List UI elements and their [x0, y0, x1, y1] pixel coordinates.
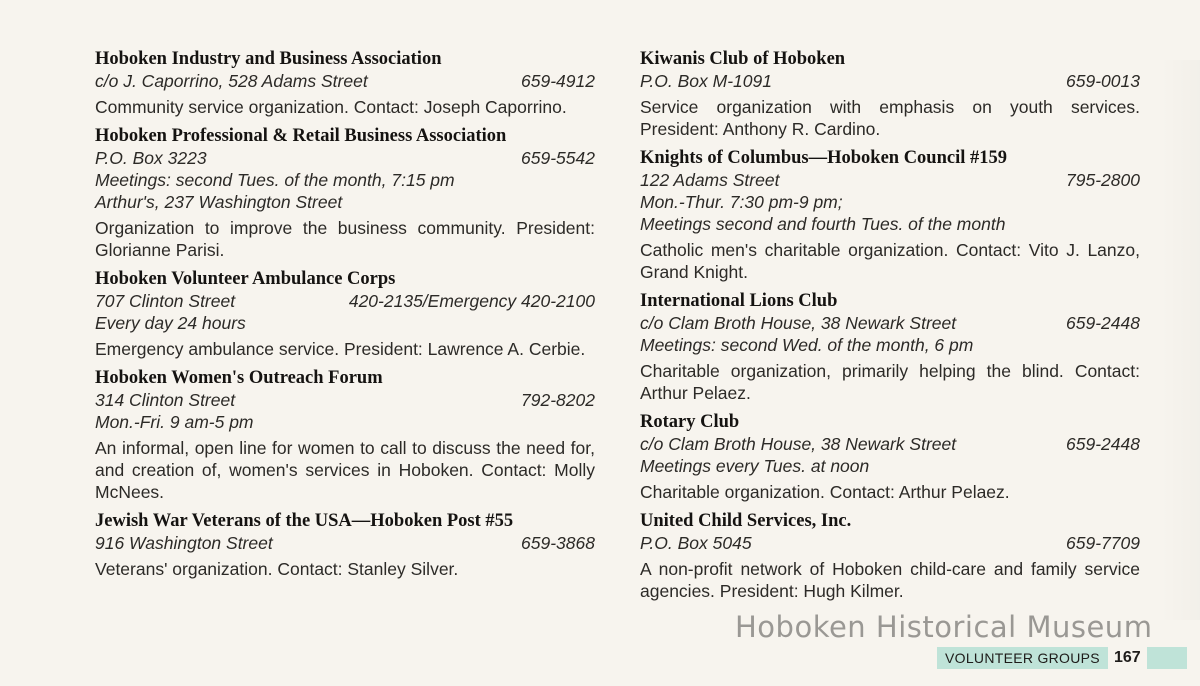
org-phone: 659-2448 — [1066, 434, 1140, 454]
org-meeting-info: Arthur's, 237 Washington Street — [95, 192, 343, 212]
museum-watermark: Hoboken Historical Museum — [735, 610, 1153, 644]
org-name: Hoboken Professional & Retail Business Association — [95, 126, 507, 146]
org-description: Community service organization. Contact: Joseph Caporrino. — [95, 97, 567, 117]
org-address: P.O. Box M-1091 — [640, 71, 772, 91]
org-name: Hoboken Industry and Business Association — [95, 49, 442, 69]
address-row — [640, 532, 1140, 554]
org-description: Emergency ambulance service. President: Lawrence A. Cerbie. — [95, 339, 586, 359]
org-address: 707 Clinton Street — [95, 291, 236, 311]
org-address: 916 Washington Street — [95, 533, 273, 553]
org-description: Charitable organization, primarily helping the blind. Contact: Arthur Pelaez. — [640, 361, 1140, 403]
org-phone: 659-2448 — [1066, 313, 1140, 333]
org-name: Hoboken Women's Outreach Forum — [95, 368, 383, 388]
address-row — [640, 169, 1140, 191]
org-name: International Lions Club — [640, 291, 838, 311]
org-phone: 795-2800 — [1066, 170, 1140, 190]
page-bleed-shadow — [1160, 60, 1200, 620]
org-name: Rotary Club — [640, 412, 740, 432]
org-address: P.O. Box 5045 — [640, 533, 752, 553]
address-row — [95, 70, 595, 92]
address-row — [640, 70, 1140, 92]
org-meeting-info: Meetings: second Tues. of the month, 7:15 pm — [95, 170, 455, 190]
org-meeting-info: Meetings every Tues. at noon — [640, 456, 870, 476]
org-address: 122 Adams Street — [640, 170, 780, 190]
org-description: Organization to improve the business community. President: Glorianne Parisi. — [95, 218, 595, 260]
directory-entry — [640, 290, 1140, 404]
org-name: Jewish War Veterans of the USA—Hoboken Post #55 — [95, 511, 514, 531]
org-meeting-info: Meetings second and fourth Tues. of the month — [640, 214, 1006, 234]
page-number: 167 — [1113, 649, 1141, 666]
org-phone: 659-3868 — [521, 533, 595, 553]
directory-entry — [640, 411, 1140, 503]
directory-entry — [640, 147, 1140, 283]
address-row — [640, 312, 1140, 334]
org-name: United Child Services, Inc. — [640, 511, 852, 531]
org-description: An informal, open line for women to call to discuss the need for, and creation of, women's services in Hoboken. Contact: Molly McNees. — [95, 438, 595, 502]
directory-entry — [95, 48, 595, 118]
org-phone: 659-0013 — [1066, 71, 1140, 91]
section-label: VOLUNTEER GROUPS — [937, 647, 1108, 669]
directory-entry — [640, 48, 1140, 140]
footer-color-tab — [1147, 647, 1187, 669]
org-phone: 659-4912 — [521, 71, 595, 91]
org-description: Catholic men's charitable organization. Contact: Vito J. Lanzo, Grand Knight. — [640, 240, 1140, 282]
org-address: c/o J. Caporrino, 528 Adams Street — [95, 71, 368, 91]
org-meeting-info: Mon.-Thur. 7:30 pm-9 pm; — [640, 192, 843, 212]
directory-entry — [95, 510, 595, 580]
org-meeting-info: Mon.-Fri. 9 am-5 pm — [95, 412, 254, 432]
left-column — [95, 48, 595, 587]
org-meeting-info: Every day 24 hours — [95, 313, 246, 333]
org-description: Service organization with emphasis on youth services. President: Anthony R. Cardino. — [640, 97, 1140, 139]
directory-entry — [95, 367, 595, 503]
address-row — [95, 532, 595, 554]
org-name: Kiwanis Club of Hoboken — [640, 49, 846, 69]
org-phone: 659-5542 — [521, 148, 595, 168]
directory-entry — [95, 125, 595, 261]
org-name: Hoboken Volunteer Ambulance Corps — [95, 269, 396, 289]
directory-entry — [640, 510, 1140, 602]
right-column — [640, 48, 1140, 609]
org-meeting-info: Meetings: second Wed. of the month, 6 pm — [640, 335, 974, 355]
org-phone: 420-2135/Emergency 420-2100 — [348, 291, 595, 311]
address-row — [95, 147, 595, 169]
org-address: P.O. Box 3223 — [95, 148, 207, 168]
address-row — [95, 290, 595, 312]
directory-entry — [95, 268, 595, 360]
org-address: 314 Clinton Street — [95, 390, 236, 410]
org-description: Charitable organization. Contact: Arthur Pelaez. — [640, 482, 1010, 502]
page-footer — [937, 647, 1187, 669]
address-row — [640, 433, 1140, 455]
org-address: c/o Clam Broth House, 38 Newark Street — [640, 434, 957, 454]
org-description: Veterans' organization. Contact: Stanley Silver. — [95, 559, 459, 579]
address-row — [95, 389, 595, 411]
org-address: c/o Clam Broth House, 38 Newark Street — [640, 313, 957, 333]
org-phone: 792-8202 — [521, 390, 595, 410]
org-description: A non-profit network of Hoboken child-care and family service agencies. President: Hugh Kilmer. — [640, 559, 1140, 601]
org-phone: 659-7709 — [1066, 533, 1140, 553]
org-name: Knights of Columbus—Hoboken Council #159 — [640, 148, 1008, 168]
